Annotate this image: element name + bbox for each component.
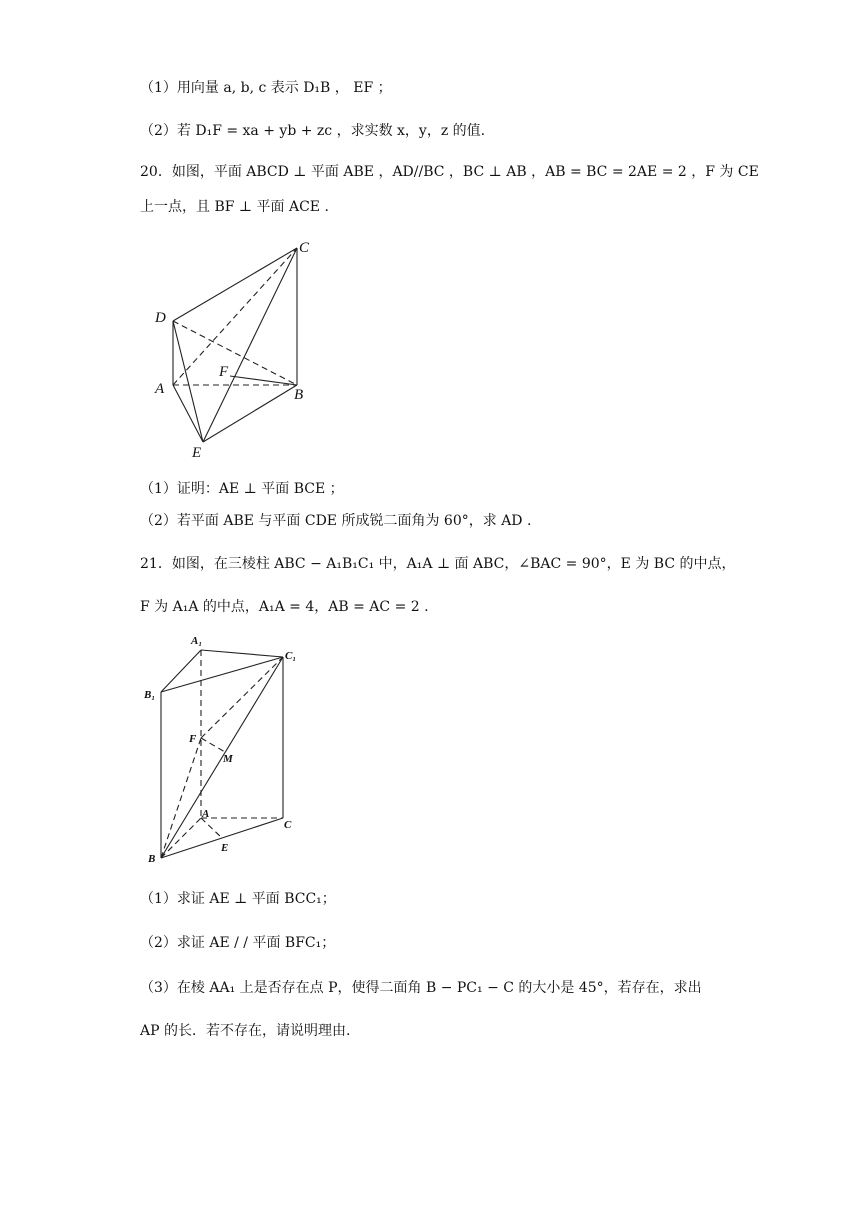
- q20-part1: （1）证明：AE ⊥ 平面 BCE ；: [140, 481, 344, 497]
- q20-stem-line1: 20．如图，平面 ABCD ⊥ 平面 ABE ，AD//BC ，BC ⊥ AB ，AB = BC = 2AE = 2 ，F 为 CE: [140, 164, 759, 180]
- q21-label-m: M: [223, 753, 233, 765]
- q21-part3-line2: AP 的长．若不存在，请说明理由.: [140, 1023, 351, 1039]
- q20-label-b: B: [294, 387, 304, 403]
- q21-stem-line2: F 为 A₁A 的中点，A₁A = 4，AB = AC = 2 .: [140, 599, 429, 615]
- q21-figure: [140, 630, 320, 870]
- q21-label-b: B: [148, 853, 156, 865]
- q21-label-a: A: [202, 808, 210, 820]
- q20-label-a: A: [155, 381, 165, 397]
- q20-label-e: E: [192, 445, 202, 461]
- q19-part2: （2）若 D₁F = xa + yb + zc ，求实数 x，y，z 的值.: [140, 123, 486, 139]
- q21-label-c1: C₁: [285, 650, 297, 662]
- q20-part2: （2）若平面 ABE 与平面 CDE 所成锐二面角为 60°，求 AD .: [140, 513, 532, 529]
- q21-label-f: F: [189, 733, 197, 745]
- q21-part2: （2）求证 AE / / 平面 BFC₁；: [140, 935, 336, 951]
- q21-label-b1: B₁: [144, 689, 156, 701]
- q20-label-d: D: [155, 310, 166, 326]
- q20-label-c: C: [299, 240, 310, 256]
- q21-label-e: E: [221, 842, 229, 854]
- q19-part1: （1）用向量 a, b, c 表示 D₁B ， EF ；: [140, 80, 392, 96]
- q20-figure: [145, 238, 325, 463]
- q21-label-a1: A₁: [191, 635, 203, 647]
- q20-stem-line2: 上一点，且 BF ⊥ 平面 ACE .: [140, 199, 329, 215]
- q21-part1: （1）求证 AE ⊥ 平面 BCC₁；: [140, 891, 336, 907]
- q21-label-c: C: [284, 819, 292, 831]
- q21-part3-line1: （3）在棱 AA₁ 上是否存在点 P，使得二面角 B − PC₁ − C 的大小是 45°，若存在，求出: [140, 980, 702, 996]
- q20-label-f: F: [219, 364, 229, 380]
- q21-stem-line1: 21．如图，在三棱柱 ABC − A₁B₁C₁ 中，A₁A ⊥ 面 ABC，∠BAC = 90°，E 为 BC 的中点，: [140, 556, 736, 572]
